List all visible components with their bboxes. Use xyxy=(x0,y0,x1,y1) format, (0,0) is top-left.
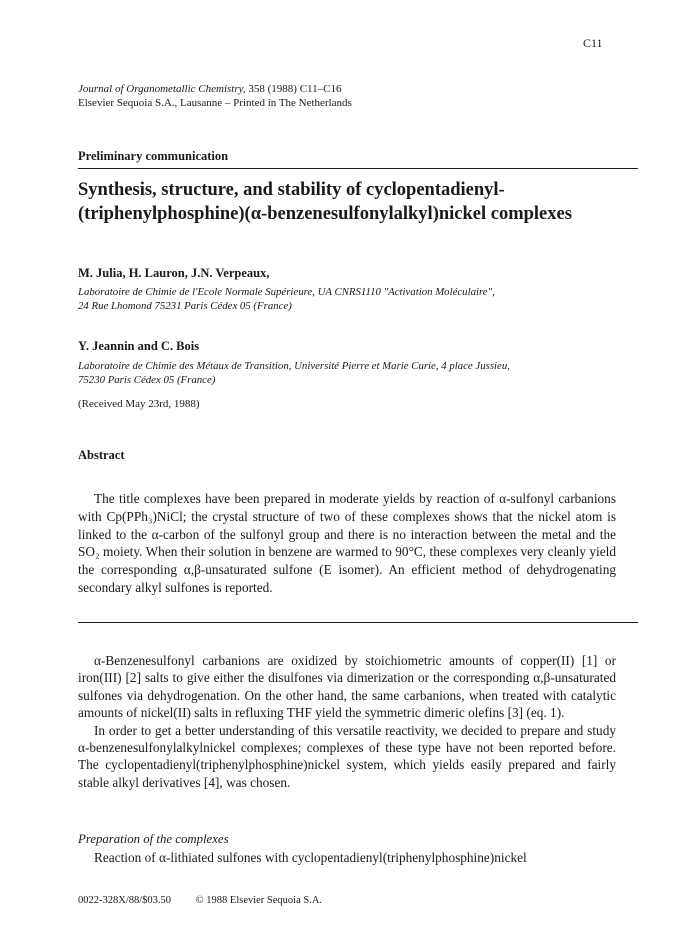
copyright-notice: © 1988 Elsevier Sequoia S.A. xyxy=(195,895,323,906)
affiliation-1-line-1: Laboratoire de Chimie de l'Ecole Normale Supérieure, UA CNRS1110 "Activation Moléculaire", xyxy=(78,286,495,298)
affiliation-2-line-1: Laboratoire de Chimie des Métaux de Transition, Université Pierre et Marie Curie, 4 place Jussieu, xyxy=(78,360,510,372)
affiliation-1 xyxy=(78,285,638,313)
abstract-rule xyxy=(78,622,638,623)
journal-citation xyxy=(78,82,352,96)
affiliation-1-line-2: 24 Rue Lhomond 75231 Paris Cédex 05 (France) xyxy=(78,300,292,312)
author-list-1: M. Julia, H. Lauron, J.N. Verpeaux, xyxy=(78,266,270,280)
article-code: 0022-328X/88/$03.50 xyxy=(78,895,172,906)
body-paragraph-1: α-Benzenesulfonyl carbanions are oxidized by stoichiometric amounts of copper(II) [1] or iron(III) [2] salts to give either the disulfones via dimerization or the corresponding α,β-unsaturated sulfones via dehydrogenation. On the other hand, the same carbanions, when treated with catalytic amounts of nickel(II) salts in refluxing THF yield the symmetric dimeric olefins [3] (eq. 1). xyxy=(78,653,616,721)
body-paragraph-3: Reaction of α-lithiated sulfones with cyclopentadienyl(triphenylphosphine)nickel xyxy=(94,850,527,865)
journal-info xyxy=(78,82,352,110)
author-list-2: Y. Jeannin and C. Bois xyxy=(78,339,200,353)
page-number: C11 xyxy=(583,36,603,50)
title-line-1: Synthesis, structure, and stability of cyclopentadienyl- xyxy=(78,180,505,200)
abstract-text xyxy=(78,490,616,597)
received-date: (Received May 23rd, 1988) xyxy=(78,398,200,410)
journal-name: Journal of Organometallic Chemistry, xyxy=(78,83,246,95)
journal-volume: 358 (1988) C11–C16 xyxy=(245,83,342,95)
title-line-2: (triphenylphosphine)(α-benzenesulfonylalkyl)nickel complexes xyxy=(78,204,572,224)
abstract-paragraph: The title complexes have been prepared in moderate yields by reaction of α-sulfonyl carbanions with Cp(PPh₃)NiCl; the crystal structure of two of these complexes shows that the nickel atom is linked to the α-carbon of the sulfonyl group and there is no interaction between the metal and the SO₂ moiety. When their solution in benzene are warmed to 90°C, these complexes very cleanly yield the corresponding α,β-unsaturated sulfone (E isomer). An efficient method of dehydrogenating secondary alkyl sulfones is reported. xyxy=(78,491,616,595)
affiliation-2-line-2: 75230 Paris Cédex 05 (France) xyxy=(78,374,216,386)
affiliation-2 xyxy=(78,359,638,387)
body-text xyxy=(78,652,616,791)
section-rule xyxy=(78,168,638,169)
page-footer xyxy=(78,895,344,906)
abstract-heading: Abstract xyxy=(78,448,125,462)
section-label: Preliminary communication xyxy=(78,149,229,163)
body-paragraph-2: In order to get a better understanding of this versatile reactivity, we decided to prepare and study α-benzenesulfonylalkylnickel complexes; complexes of these type have not been reported before. The cyclopentadienyl(triphenylphosphine)nickel system, which yields easily prepared and fairly stable alkyl derivatives [4], was chosen. xyxy=(78,722,616,790)
section-subheading: Preparation of the complexes xyxy=(78,832,229,846)
publisher-line: Elsevier Sequoia S.A., Lausanne – Printed in The Netherlands xyxy=(78,97,352,109)
article-title xyxy=(78,178,638,226)
